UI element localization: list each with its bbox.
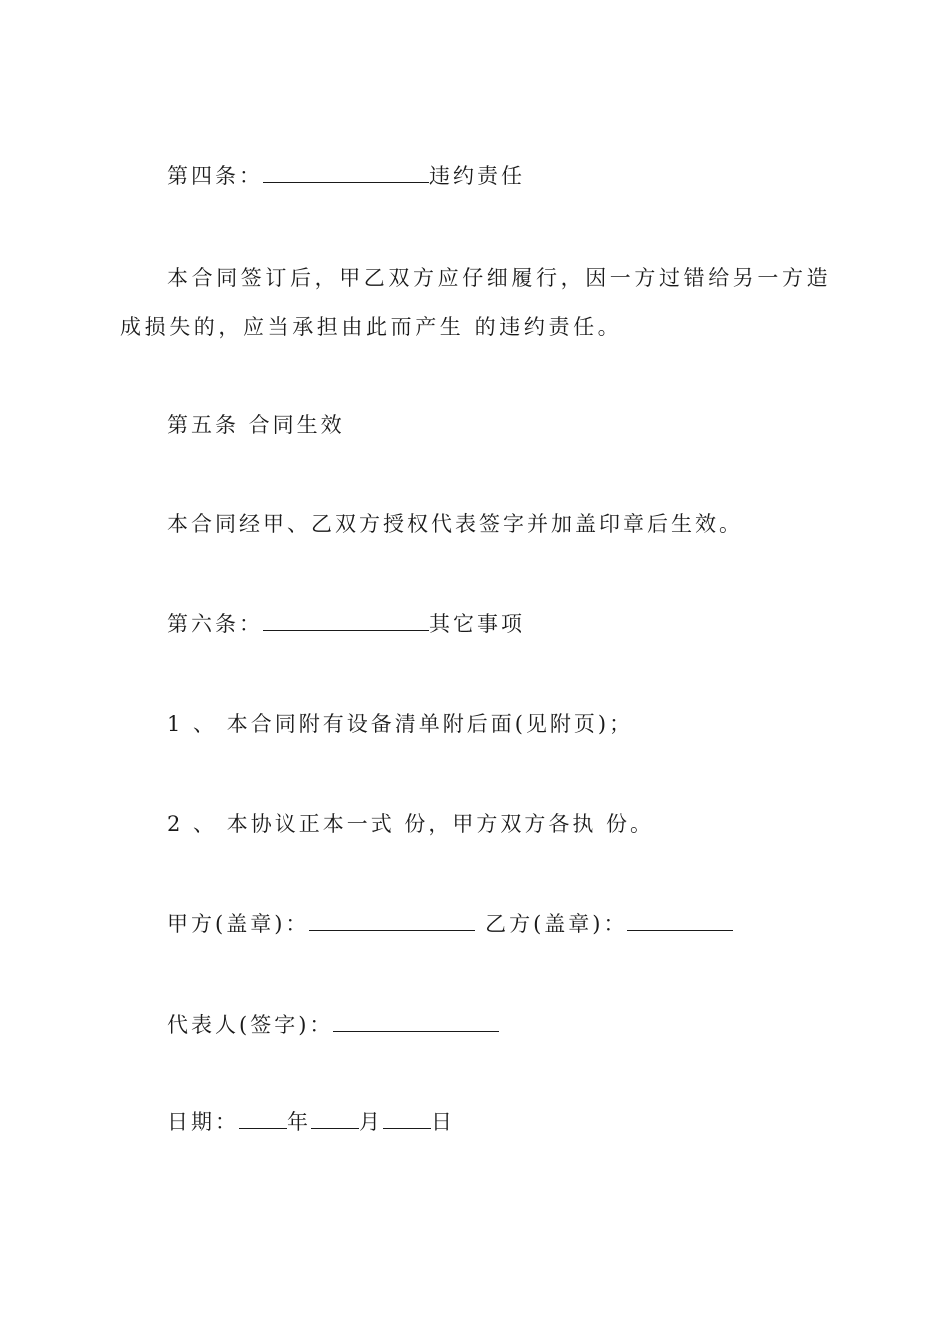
representative-label: 代表人(签字)：: [167, 1013, 334, 1037]
article-5-heading: 第五条 合同生效: [167, 413, 345, 437]
party-a-label: 甲方(盖章)：: [167, 912, 310, 936]
year-label: 年: [287, 1110, 311, 1134]
article-6-heading: [167, 609, 525, 639]
day-label: 日: [431, 1110, 455, 1134]
representative-line: [167, 1010, 499, 1040]
article-4-prefix: 第四条：: [167, 164, 263, 188]
article-4-body: 本合同签订后，甲乙双方应仔细履行，因一方过错给另一方造成损失的，应当承担由此而产生 的违约责任。: [120, 266, 832, 339]
month-label: 月: [359, 1110, 383, 1134]
date-line: [167, 1107, 455, 1137]
article-5-body: 本合同经甲、乙双方授权代表签字并加盖印章后生效。: [167, 512, 743, 536]
party-b-label: 乙方(盖章)：: [485, 912, 628, 936]
item-1: 1 、 本合同附有设备清单附后面(见附页)；: [167, 712, 634, 736]
representative-blank: [333, 1011, 499, 1032]
party-signature-line: [167, 909, 733, 939]
article-6-title: 其它事项: [429, 612, 525, 636]
year-blank: [239, 1108, 287, 1129]
party-b-blank: [627, 910, 733, 931]
item-2: 2 、 本协议正本一式 份，甲方双方各执 份。: [167, 812, 655, 836]
month-blank: [311, 1108, 359, 1129]
article-6-prefix: 第六条：: [167, 612, 263, 636]
day-blank: [383, 1108, 431, 1129]
article-4-blank: [263, 162, 429, 183]
article-6-blank: [263, 610, 429, 631]
article-4-title: 违约责任: [429, 164, 525, 188]
date-label: 日期：: [167, 1110, 239, 1134]
party-a-blank: [309, 910, 475, 931]
article-4-heading: [167, 161, 525, 191]
